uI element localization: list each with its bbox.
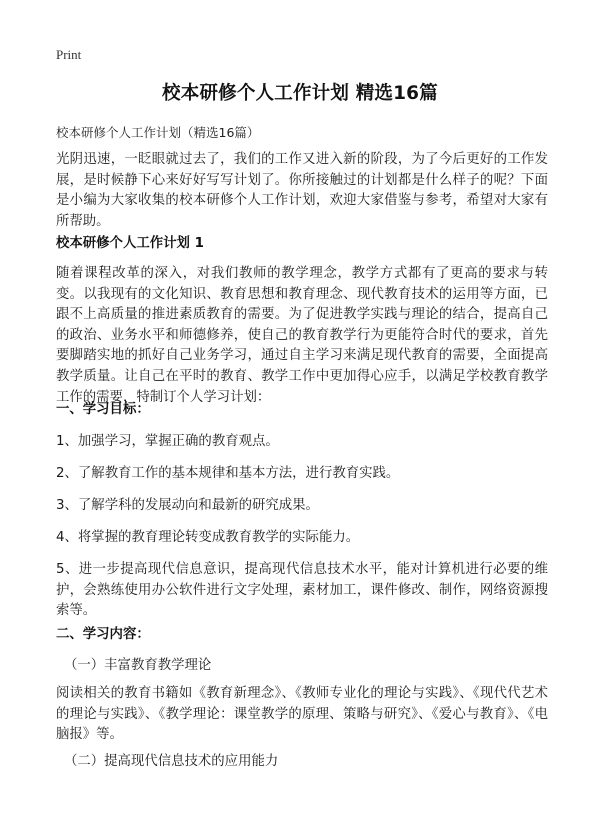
- reading-paragraph: 阅读相关的教育书籍如《教育新理念》、《教师专业化的理论与实践》、《现代代艺术的理论与实践》、《教学理论：课堂教学的原理、策略与研究》、《爱心与教育》、《电脑报》等。: [56, 686, 548, 743]
- document-title: 校本研修个人工作计划 精选16篇: [162, 83, 438, 104]
- subsection-heading-theory: （一）丰富教育教学理论: [64, 658, 212, 673]
- goal-item: 4、将掌握的教育理论转变成教育教学的实际能力。: [56, 530, 360, 545]
- goal-item: 1、加强学习，掌握正确的教育观点。: [56, 434, 279, 449]
- goal-item: 2、了解教育工作的基本规律和基本方法，进行教育实践。: [56, 466, 400, 481]
- content-heading: 二、学习内容：: [56, 627, 150, 642]
- goal-item: 5、进一步提高现代信息意识，提高现代信息技术水平，能对计算机进行必要的维护，会熟练使用办公软件进行文字处理，素材加工，课件修改、制作，网络资源搜索等。: [56, 562, 548, 619]
- plan-1-paragraph: 随着课程改革的深入，对我们教师的教学理念，教学方式都有了更高的要求与转变。以我现有的文化知识、教育思想和教育理念、现代教育技术的运用等方面，已跟不上高质量的推进素质教育的需要。为了促进教学实践与理论的结合，提高自己的政治、业务水平和师德修养，使自己的教育教学行为更能符合时代的要求，首先要脚踏实地的抓好自己业务学习，通过自主学习来满足现代教育的需要，全面提高教学质量。让自己在平时的教育、教学工作中更加得心应手，以满足学校教育教学工作的需要，特制订个人学习计划：: [56, 266, 548, 405]
- document-subtitle: 校本研修个人工作计划（精选16篇）: [56, 125, 260, 140]
- subsection-heading-it-skills: （二）提高现代信息技术的应用能力: [64, 754, 279, 769]
- intro-paragraph: 光阴迅速，一眨眼就过去了，我们的工作又进入新的阶段，为了今后更好的工作发展，是时候静下心来好好写写计划了。你所接触过的计划都是什么样子的呢？下面是小编为大家收集的校本研修个人工作计划，欢迎大家借鉴与参考，希望对大家有所帮助。: [56, 152, 548, 229]
- goals-heading: 一、学习目标：: [56, 402, 150, 417]
- goal-item: 3、了解学科的发展动向和最新的研究成果。: [56, 498, 319, 513]
- print-link[interactable]: Print: [56, 47, 82, 62]
- section-heading-plan-1: 校本研修个人工作计划 1: [56, 236, 204, 251]
